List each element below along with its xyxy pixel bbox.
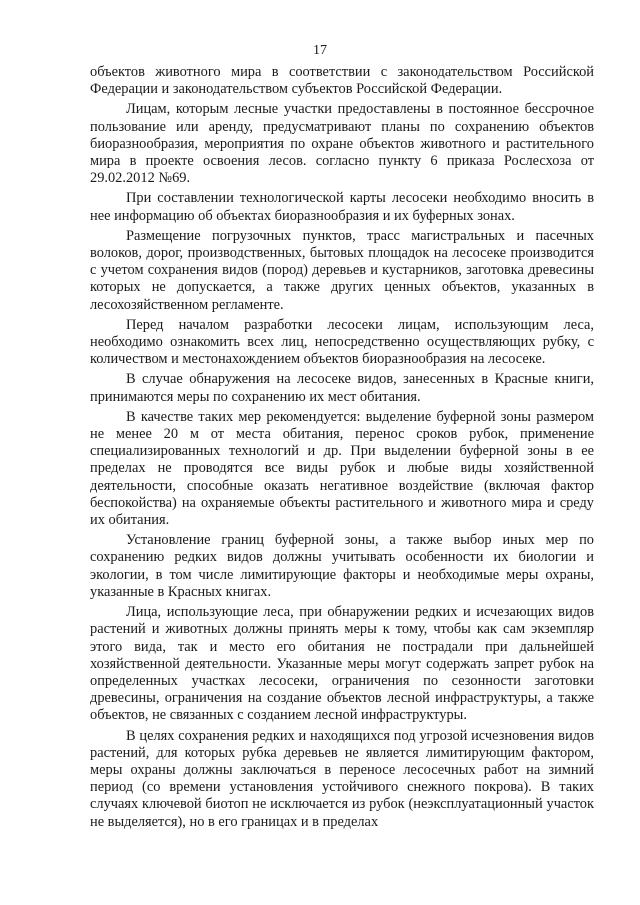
- paragraph-9: Лица, использующие леса, при обнаружении редких и исчезающих видов растений и животных должны принять меры к тому, чтобы как сам экземпляр этого вида, так и место его обитания не пострадали при дальнейшей хозяйственной деятельности. Указанные меры могут содержать запрет рубок на определенных участках лесосеки, ограничения по сезонности заготовки древесины, ограничения на создание объектов лесной инфраструктуры, а также объектов, не связанных с созданием лесной инфраструктуры.: [90, 604, 594, 724]
- paragraph-2: Лицам, которым лесные участки предоставлены в постоянное бессрочное пользование или аренду, предусматривают планы по сохранению объектов биоразнообразия, мероприятия по охране объектов животного и растительного мира в проекте освоения лесов. согласно пункту 6 приказа Рослесхоза от 29.02.2012 №69.: [90, 101, 594, 187]
- paragraph-1: объектов животного мира в соответствии с законодательством Российской Федерации и законодательством субъектов Российской Федерации.: [90, 64, 594, 98]
- paragraph-10: В целях сохранения редких и находящихся под угрозой исчезновения видов растений, для которых рубка деревьев не является лимитирующим фактором, меры охраны должны заключаться в переносе лесосечных работ на зимний период (со времени установления устойчивого снежного покрова). В таких случаях ключевой биотоп не исключается из рубок (неэксплуатационный участок не выделяется), но в его границах и в пределах: [90, 727, 594, 830]
- body-text: [90, 64, 594, 834]
- paragraph-4: Размещение погрузочных пунктов, трасс магистральных и пасечных волоков, дорог, производственных, бытовых площадок на лесосеке производится с учетом сохранения видов (пород) деревьев и кустарников, заготовка древесины которых не допускается, а также других ценных объектов, указанных в лесохозяйственном регламенте.: [90, 227, 594, 313]
- paragraph-8: Установление границ буферной зоны, а также выбор иных мер по сохранению редких видов должны учитывать особенности их биологии и экологии, в том числе лимитирующие факторы и необходимые меры охраны, указанные в Красных книгах.: [90, 532, 594, 600]
- page-number: 17: [313, 43, 327, 58]
- paragraph-6: В случае обнаружения на лесосеке видов, занесенных в Красные книги, принимаются меры по сохранению их мест обитания.: [90, 371, 594, 405]
- paragraph-5: Перед началом разработки лесосеки лицам, использующим леса, необходимо ознакомить всех лиц, непосредственно осуществляющих рубку, с количеством и местонахождением объектов биоразнообразия на лесосеке.: [90, 316, 594, 368]
- paragraph-7: В качестве таких мер рекомендуется: выделение буферной зоны размером не менее 20 м от места обитания, перенос сроков рубок, применение специализированных технологий и др. При выделении буферной зоны в ее пределах не проводятся все виды рубок и любые виды хозяйственной деятельности, способные оказать негативное воздействие (включая фактор беспокойства) на охраняемые объекты растительного и животного мира и среду их обитания.: [90, 408, 594, 529]
- paragraph-3: При составлении технологической карты лесосеки необходимо вносить в нее информацию об объектах биоразнообразия и их буферных зонах.: [90, 190, 594, 224]
